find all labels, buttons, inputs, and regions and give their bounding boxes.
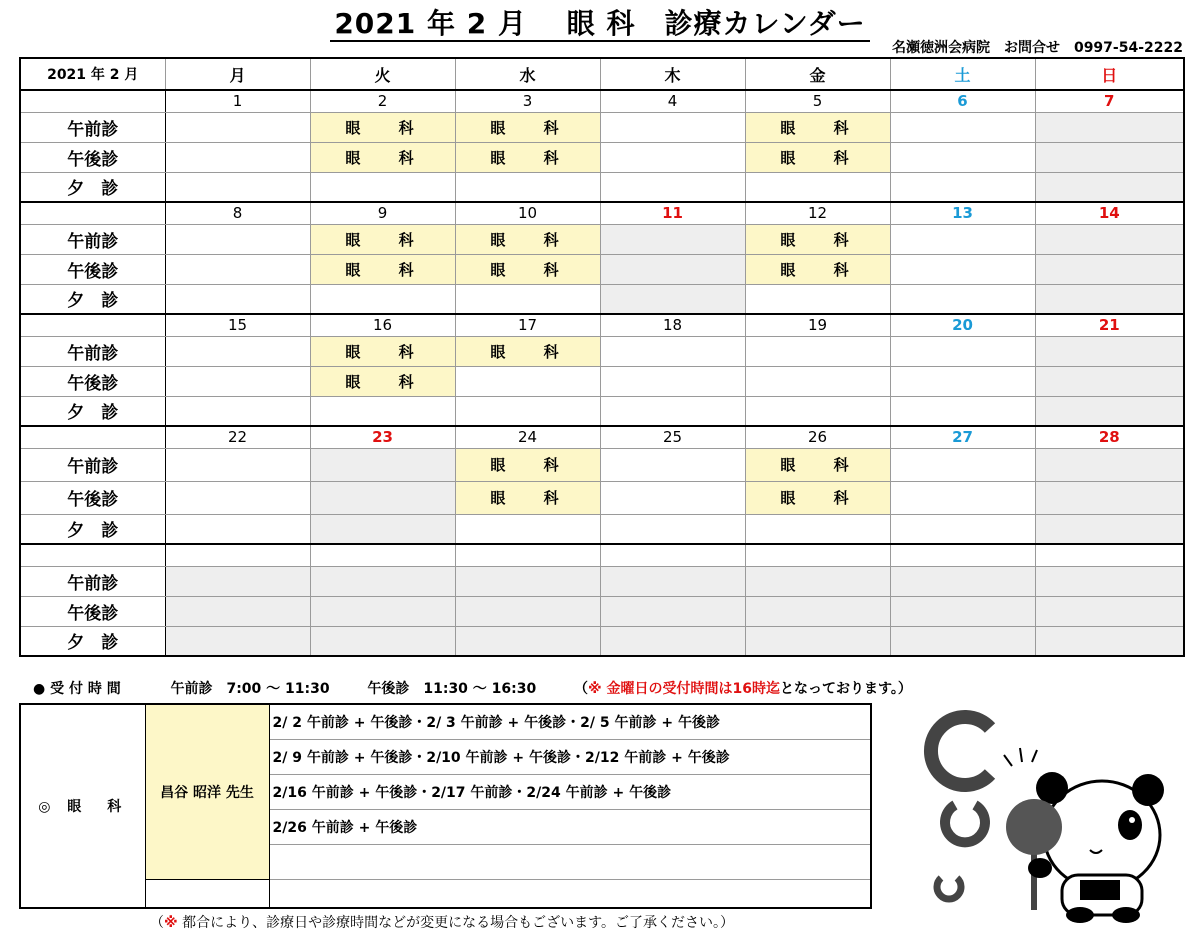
closed-cell — [310, 481, 455, 514]
calendar-month-label: 2021 年 2 月 — [20, 58, 165, 90]
closed-cell — [1035, 396, 1184, 426]
empty-cell — [455, 366, 600, 396]
slot-label: 午後診 — [20, 596, 165, 626]
slot-row — [20, 626, 1184, 656]
slot-row — [20, 284, 1184, 314]
slot-label: 午前診 — [20, 112, 165, 142]
weekday-sat: 土 — [890, 58, 1035, 90]
date-cell — [600, 544, 745, 566]
slot-label: 夕 診 — [20, 626, 165, 656]
empty-cell — [890, 172, 1035, 202]
eye-clinic-session: 眼 科 — [310, 224, 455, 254]
eye-clinic-session: 眼 科 — [745, 224, 890, 254]
closed-cell — [455, 626, 600, 656]
date-cell: 5 — [745, 90, 890, 112]
empty-cell — [310, 396, 455, 426]
eye-clinic-session: 眼 科 — [455, 254, 600, 284]
empty-cell — [600, 142, 745, 172]
eye-test-illustration — [912, 700, 1192, 930]
empty-cell — [165, 142, 310, 172]
date-row-label — [20, 202, 165, 224]
empty-cell — [890, 284, 1035, 314]
empty-cell — [165, 366, 310, 396]
date-row — [20, 90, 1184, 112]
date-cell: 7 — [1035, 90, 1184, 112]
schedule-line — [269, 844, 871, 879]
closed-cell — [310, 448, 455, 481]
closed-cell — [745, 566, 890, 596]
slot-row — [20, 224, 1184, 254]
doctor-name: 昌谷 昭洋 先生 — [145, 704, 269, 879]
footnote-text: 都合により、診療日や診療時間などが変更になる場合もございます。ご了承ください。） — [177, 915, 734, 931]
closed-cell — [1035, 481, 1184, 514]
closed-cell — [745, 596, 890, 626]
empty-cell — [600, 112, 745, 142]
date-row — [20, 314, 1184, 336]
eye-clinic-session: 眼 科 — [310, 336, 455, 366]
closed-cell — [1035, 172, 1184, 202]
eye-clinic-session: 眼 科 — [310, 254, 455, 284]
slot-row — [20, 481, 1184, 514]
closed-cell — [1035, 112, 1184, 142]
date-cell: 18 — [600, 314, 745, 336]
date-cell: 15 — [165, 314, 310, 336]
empty-cell — [745, 336, 890, 366]
page-title: 2021 年 2 月 眼 科 診療カレンダー — [0, 2, 1200, 42]
empty-cell — [165, 254, 310, 284]
slot-row — [20, 514, 1184, 544]
empty-cell — [455, 514, 600, 544]
date-cell: 12 — [745, 202, 890, 224]
empty-cell — [890, 336, 1035, 366]
date-cell: 25 — [600, 426, 745, 448]
slot-row — [20, 142, 1184, 172]
closed-cell — [600, 284, 745, 314]
empty-cell — [890, 396, 1035, 426]
closed-cell — [1035, 448, 1184, 481]
hours-note-open: （ — [573, 681, 588, 697]
date-cell: 27 — [890, 426, 1035, 448]
date-row — [20, 544, 1184, 566]
eye-clinic-session: 眼 科 — [745, 142, 890, 172]
hours-pm: 午後診 11:30 〜 16:30 — [367, 681, 537, 697]
closed-cell — [165, 626, 310, 656]
schedule-line: 2/ 9 午前診 + 午後診・2/10 午前診 + 午後診・2/12 午前診 + 午後診 — [269, 739, 871, 774]
slot-label: 夕 診 — [20, 284, 165, 314]
date-cell: 21 — [1035, 314, 1184, 336]
date-row-label — [20, 90, 165, 112]
slot-row — [20, 396, 1184, 426]
date-row — [20, 426, 1184, 448]
date-cell — [1035, 544, 1184, 566]
empty-cell — [890, 366, 1035, 396]
closed-cell — [310, 626, 455, 656]
date-cell: 20 — [890, 314, 1035, 336]
empty-cell — [890, 448, 1035, 481]
empty-cell — [455, 172, 600, 202]
date-cell: 19 — [745, 314, 890, 336]
schedule-line: 2/ 2 午前診 + 午後診・2/ 3 午前診 + 午後診・2/ 5 午前診 + 午後診 — [269, 704, 871, 739]
date-cell — [890, 544, 1035, 566]
empty-cell — [165, 514, 310, 544]
date-cell: 8 — [165, 202, 310, 224]
closed-cell — [165, 596, 310, 626]
eye-clinic-session: 眼 科 — [455, 481, 600, 514]
empty-cell — [890, 224, 1035, 254]
schedule-line: 2/16 午前診 + 午後診・2/17 午前診・2/24 午前診 + 午後診 — [269, 774, 871, 809]
date-row-label — [20, 544, 165, 566]
date-cell: 26 — [745, 426, 890, 448]
date-cell: 14 — [1035, 202, 1184, 224]
closed-cell — [890, 626, 1035, 656]
closed-cell — [600, 224, 745, 254]
date-cell: 22 — [165, 426, 310, 448]
closed-cell — [1035, 142, 1184, 172]
slot-row — [20, 254, 1184, 284]
date-cell: 3 — [455, 90, 600, 112]
empty-cell — [165, 336, 310, 366]
date-cell — [745, 544, 890, 566]
empty-cell — [600, 481, 745, 514]
empty-cell — [745, 396, 890, 426]
date-cell: 11 — [600, 202, 745, 224]
slot-label: 午後診 — [20, 142, 165, 172]
schedule-line — [269, 879, 871, 908]
empty-cell — [455, 284, 600, 314]
eye-clinic-session: 眼 科 — [455, 142, 600, 172]
hours-note-rest: となっております。） — [779, 681, 912, 697]
date-row-label — [20, 314, 165, 336]
date-cell: 4 — [600, 90, 745, 112]
weekday-sun: 日 — [1035, 58, 1184, 90]
closed-cell — [1035, 254, 1184, 284]
date-cell — [310, 544, 455, 566]
closed-cell — [310, 596, 455, 626]
eye-clinic-session: 眼 科 — [310, 112, 455, 142]
empty-cell — [600, 396, 745, 426]
eye-clinic-session: 眼 科 — [745, 448, 890, 481]
eye-clinic-session: 眼 科 — [745, 254, 890, 284]
eye-clinic-session: 眼 科 — [455, 224, 600, 254]
slot-label: 夕 診 — [20, 396, 165, 426]
date-cell: 13 — [890, 202, 1035, 224]
date-cell: 17 — [455, 314, 600, 336]
empty-cell — [165, 448, 310, 481]
empty-cell — [745, 284, 890, 314]
date-cell — [165, 544, 310, 566]
slot-label: 午前診 — [20, 566, 165, 596]
date-cell: 1 — [165, 90, 310, 112]
closed-cell — [1035, 284, 1184, 314]
closed-cell — [310, 514, 455, 544]
hospital-contact: 名瀬徳洲会病院 お問合せ 0997-54-2222 — [891, 40, 1183, 56]
date-cell: 23 — [310, 426, 455, 448]
empty-cell — [165, 284, 310, 314]
closed-cell — [600, 596, 745, 626]
department-label: ◎ 眼 科 — [20, 704, 145, 908]
slot-row — [20, 448, 1184, 481]
empty-cell — [165, 112, 310, 142]
panda-eye-test-icon — [1004, 748, 1164, 923]
closed-cell — [890, 566, 1035, 596]
closed-cell — [455, 596, 600, 626]
empty-cell — [165, 224, 310, 254]
closed-cell — [455, 566, 600, 596]
closed-cell — [165, 566, 310, 596]
closed-cell — [310, 566, 455, 596]
slot-label: 午前診 — [20, 224, 165, 254]
empty-cell — [890, 254, 1035, 284]
hours-label: ● 受 付 時 間 — [33, 681, 121, 697]
doctor-schedule-table — [19, 703, 872, 909]
slot-label: 午後診 — [20, 481, 165, 514]
empty-cell — [890, 112, 1035, 142]
closed-cell — [1035, 626, 1184, 656]
empty-cell — [745, 172, 890, 202]
closed-cell — [600, 566, 745, 596]
eye-clinic-session: 眼 科 — [745, 112, 890, 142]
closed-cell — [1035, 566, 1184, 596]
slot-label: 午後診 — [20, 366, 165, 396]
empty-cell — [600, 366, 745, 396]
slot-row — [20, 172, 1184, 202]
date-cell: 10 — [455, 202, 600, 224]
weekday-thu: 木 — [600, 58, 745, 90]
slot-label: 午後診 — [20, 254, 165, 284]
closed-cell — [1035, 336, 1184, 366]
weekday-wed: 水 — [455, 58, 600, 90]
empty-cell — [600, 336, 745, 366]
empty-cell — [745, 514, 890, 544]
date-row — [20, 202, 1184, 224]
doctor-empty-cell — [145, 879, 269, 908]
weekday-header-row — [20, 58, 1184, 90]
weekday-tue: 火 — [310, 58, 455, 90]
footnote — [150, 912, 734, 932]
date-cell: 16 — [310, 314, 455, 336]
empty-cell — [745, 366, 890, 396]
empty-cell — [165, 481, 310, 514]
schedule-line: 2/26 午前診 + 午後診 — [269, 809, 871, 844]
landolt-c-icon — [931, 717, 990, 899]
clinic-calendar — [19, 57, 1185, 657]
empty-cell — [890, 142, 1035, 172]
empty-cell — [310, 172, 455, 202]
closed-cell — [1035, 596, 1184, 626]
empty-cell — [165, 396, 310, 426]
closed-cell — [1035, 366, 1184, 396]
empty-cell — [890, 481, 1035, 514]
reception-hours — [33, 678, 912, 698]
closed-cell — [1035, 224, 1184, 254]
footnote-mark: ※ — [164, 915, 178, 931]
slot-label: 夕 診 — [20, 172, 165, 202]
hours-am: 午前診 7:00 〜 11:30 — [170, 681, 330, 697]
empty-cell — [600, 514, 745, 544]
eye-clinic-session: 眼 科 — [745, 481, 890, 514]
date-cell: 28 — [1035, 426, 1184, 448]
eye-clinic-session: 眼 科 — [455, 336, 600, 366]
footnote-open: （ — [150, 915, 164, 931]
date-cell — [455, 544, 600, 566]
empty-cell — [165, 172, 310, 202]
slot-label: 午前診 — [20, 336, 165, 366]
empty-cell — [310, 284, 455, 314]
hours-note-friday: ※ 金曜日の受付時間は16時迄 — [587, 681, 780, 697]
eye-clinic-session: 眼 科 — [455, 448, 600, 481]
empty-cell — [600, 448, 745, 481]
slot-row — [20, 566, 1184, 596]
eye-clinic-session: 眼 科 — [310, 366, 455, 396]
date-cell: 2 — [310, 90, 455, 112]
slot-label: 夕 診 — [20, 514, 165, 544]
slot-label: 午前診 — [20, 448, 165, 481]
closed-cell — [890, 596, 1035, 626]
empty-cell — [890, 514, 1035, 544]
slot-row — [20, 366, 1184, 396]
weekday-mon: 月 — [165, 58, 310, 90]
date-cell: 6 — [890, 90, 1035, 112]
eye-clinic-session: 眼 科 — [455, 112, 600, 142]
slot-row — [20, 596, 1184, 626]
closed-cell — [600, 626, 745, 656]
date-row-label — [20, 426, 165, 448]
empty-cell — [600, 172, 745, 202]
closed-cell — [1035, 514, 1184, 544]
closed-cell — [745, 626, 890, 656]
slot-row — [20, 336, 1184, 366]
weekday-fri: 金 — [745, 58, 890, 90]
empty-cell — [455, 396, 600, 426]
slot-row — [20, 112, 1184, 142]
date-cell: 9 — [310, 202, 455, 224]
closed-cell — [600, 254, 745, 284]
date-cell: 24 — [455, 426, 600, 448]
eye-clinic-session: 眼 科 — [310, 142, 455, 172]
